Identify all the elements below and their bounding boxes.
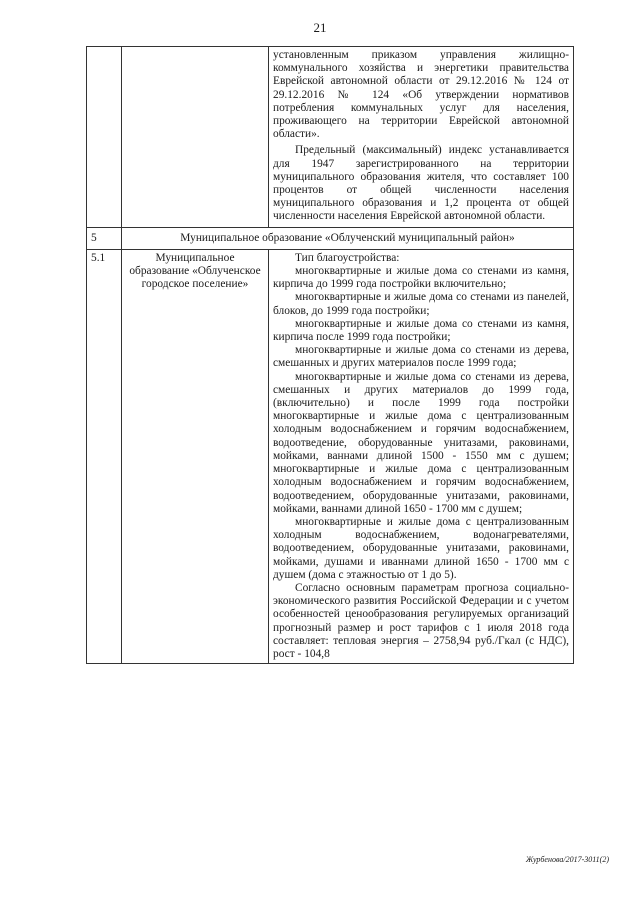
improvement-type-item: многоквартирные и жилые дома со стенами из камня, кирпича после 1999 года постройки; [273, 317, 569, 344]
table-row-section [87, 227, 574, 249]
table-row-continued [87, 47, 574, 228]
improvement-type-heading: Тип благоустройства: [295, 251, 400, 264]
cell-number-empty [87, 47, 122, 228]
table-row-5-1 [87, 249, 574, 663]
paragraph-order-reference: установленным приказом управления жилищно-коммунального хозяйства и энергетики правительства Еврейской автономной области от 29.12.2016 № 124 от 29.12.2016 № 124 «Об утверждении нормативов потребления коммунальных услуг для населения, проживающего на территории Еврейской автономной области». [273, 49, 569, 141]
improvement-type-item: многоквартирные и жилые дома со стенами из дерева, смешанных и других материалов после 1999 года; [273, 344, 569, 370]
improvement-type-item: многоквартирные и жилые дома со стенами из дерева, смешанных и других материалов до 1999 года, (включительно) и после 1999 года постройки многоквартирные и жилые дома с централизованным холодным водоснабжением и горячим водоснабжением, водоотведение, оборудованные унитазами, раковинами, мойками, ваннами длиной 1500 - 1550 мм с душем; многоквартирные и жилые дома с централизованным холодным водоснабжением и горячим водоснабжением, водоотведением, оборудованные унитазами, раковинами, мойками, ваннами длиной 1650 - 1700 мм с душем; [273, 370, 569, 515]
municipal-entity-name: Муниципальное образование «Облученское городское поселение» [122, 249, 269, 663]
document-table [86, 46, 574, 664]
cell-entity-empty [122, 47, 269, 228]
cell-description [269, 47, 574, 228]
section-number: 5 [87, 227, 122, 249]
improvement-type-item: многоквартирные и жилые дома со стенами из панелей, блоков, до 1999 года постройки; [273, 291, 569, 317]
tariff-forecast-paragraph: Согласно основным параметрам прогноза социально-экономического развития Российской Федерации и с учетом особенностей ценообразования регулируемых организаций прогнозный размер и рост тарифов с 1 июля 2018 года составляет: тепловая энергия – 2758,94 руб./Гкал (с НДС), рост - 104,8 [273, 581, 569, 660]
improvement-type-item: многоквартирные и жилые дома со стенами из камня, кирпича до 1999 года постройки включительно; [273, 265, 569, 291]
row-number: 5.1 [87, 249, 122, 663]
page-number: 21 [313, 20, 327, 35]
improvement-type-item: многоквартирные и жилые дома с централизованным холодным водоснабжением, водонагревателями, водоотведением, оборудованные унитазами, раковинами, мойками, душами и иваннами длиной 1650 - 1700 мм с душем (дома с этажностью от 1 до 5). [273, 515, 569, 581]
cell-improvement-types [269, 249, 574, 663]
paragraph-index-population: Предельный (максимальный) индекс устанавливается для 1947 зарегистрированного на территории муниципального образования жителя, что составляет 100 процентов от общей численности населения муниципального образования и 1,2 процента от общей численности населения Еврейской автономной области. [273, 144, 569, 223]
document-footer-code: Журбенова/2017-3011(2) [525, 855, 609, 864]
section-title: Муниципальное образование «Облученский муниципальный район» [122, 227, 574, 249]
